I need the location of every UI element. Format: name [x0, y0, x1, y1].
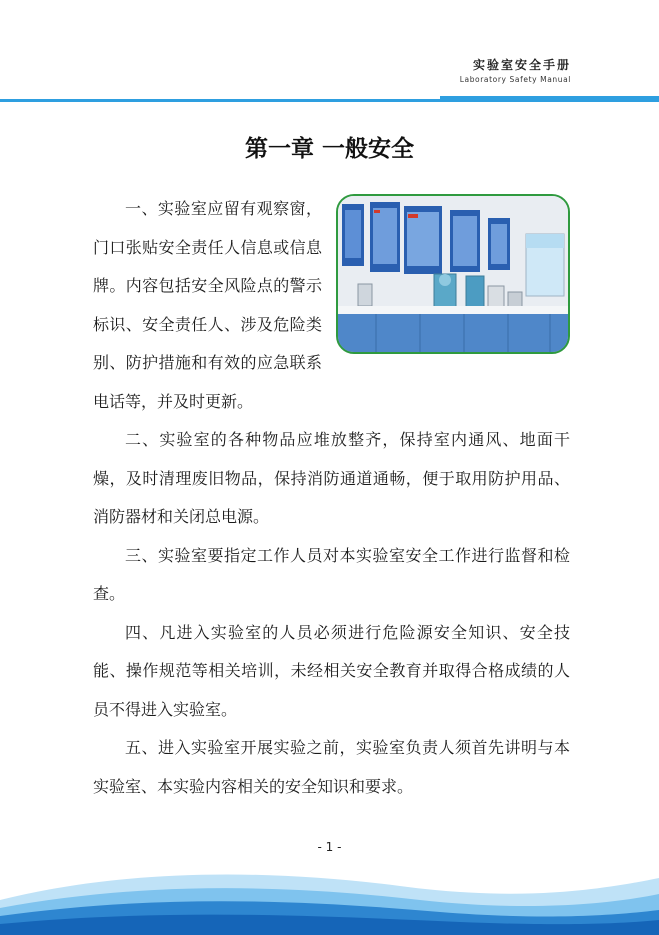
page-number: - 1 -	[317, 840, 342, 854]
header-rule	[0, 99, 440, 102]
paragraph-2: 二、实验室的各种物品应堆放整齐，保持室内通风、地面干燥，及时清理废旧物品，保持消防通道通畅，便于取用防护用品、消防器材和关闭总电源。	[93, 430, 570, 526]
paragraph-1: 一、实验室应留有观察窗，门口张贴安全责任人信息或信息牌。内容包括安全风险点的警示标识、安全责任人、涉及危险类别、防护措施和有效的应急联系电话等，并及时更新。	[93, 199, 322, 411]
lab-photo-illustration	[338, 196, 568, 352]
lab-photo	[336, 194, 570, 354]
footer-waves	[0, 860, 659, 935]
paragraph-5: 五、进入实验室开展实验之前，实验室负责人须首先讲明与本实验室、本实验内容相关的安全知识和要求。	[93, 738, 570, 796]
header-rule-accent	[440, 96, 659, 102]
chapter-title: 第一章 一般安全	[244, 135, 414, 162]
content	[93, 190, 570, 806]
manual-subtitle: Laboratory Safety Manual	[459, 75, 571, 84]
manual-title: 实验室安全手册	[472, 58, 571, 72]
header-block	[460, 56, 571, 84]
paragraph-4: 四、凡进入实验室的人员必须进行危险源安全知识、安全技能、操作规范等相关培训，未经相关安全教育并取得合格成绩的人员不得进入实验室。	[93, 622, 570, 719]
paragraph-3: 三、实验室要指定工作人员对本实验室安全工作进行监督和检查。	[93, 545, 570, 603]
